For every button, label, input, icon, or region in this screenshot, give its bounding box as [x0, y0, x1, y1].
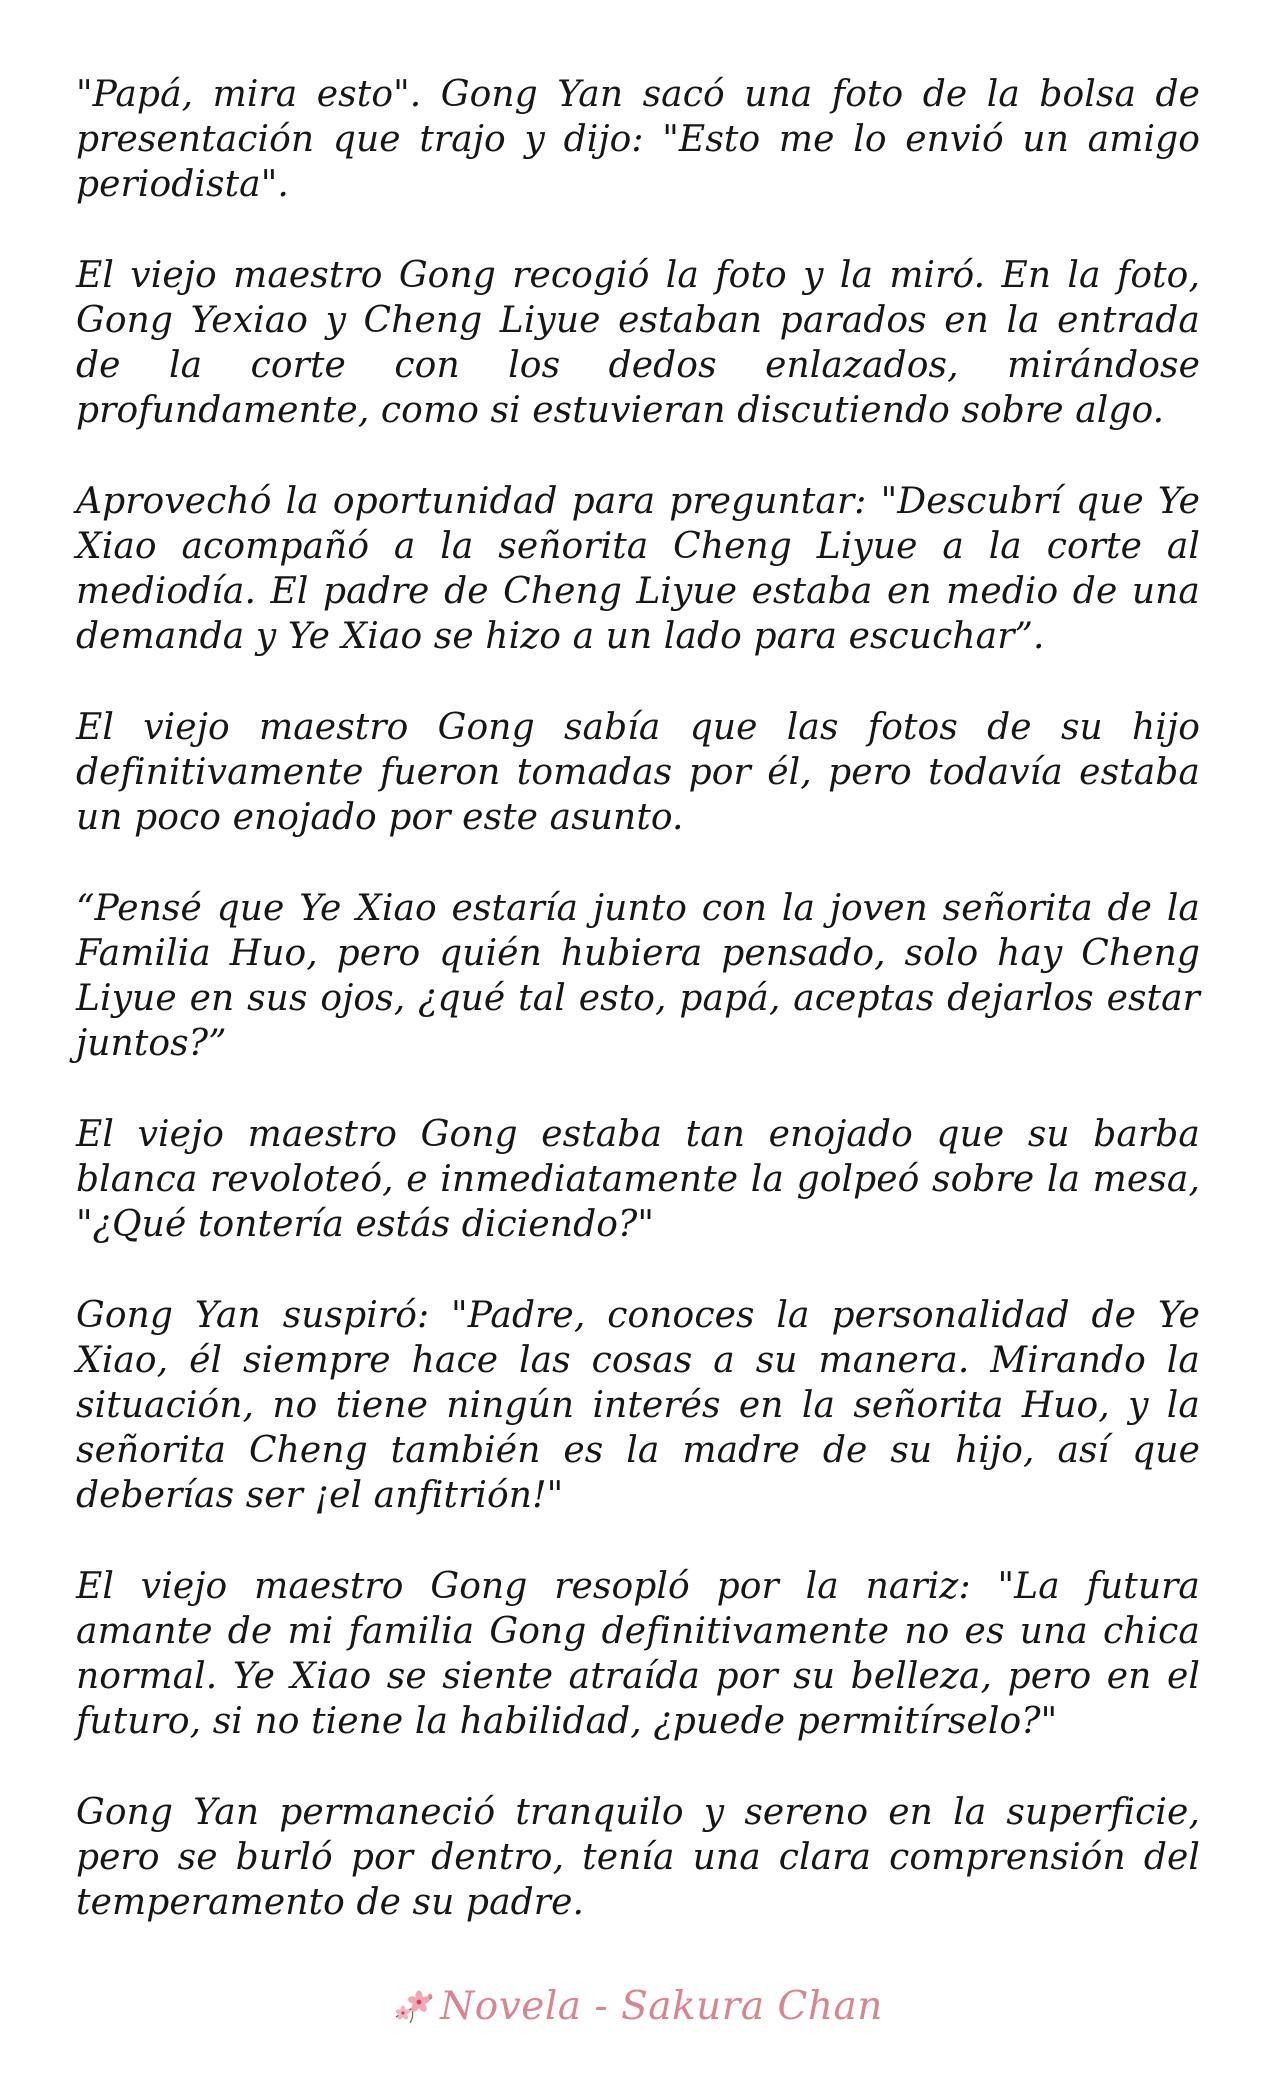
paragraph: “Pensé que Ye Xiao estaría junto con la joven señorita de la Familia Huo, pero quién hubiera pensado, solo hay Cheng Liyue en sus ojos, ¿qué tal esto, papá, aceptas dejarlos estar juntos?”: [76, 888, 1200, 1064]
paragraph: El viejo maestro Gong sabía que las fotos de su hijo definitivamente fueron tomadas por él, pero todavía estaba un poco enojado por este asunto.: [76, 707, 1200, 838]
watermark: [0, 1984, 1275, 2032]
sakura-blossom-icon: [392, 1987, 436, 2027]
paragraph: Aprovechó la oportunidad para preguntar: "Descubrí que Ye Xiao acompañó a la señorita Cheng Liyue a la corte al mediodía. El padre de Cheng Liyue estaba en medio de una demanda y Ye Xiao se hizo a un lado para escuchar”.: [76, 481, 1200, 657]
watermark-text: Novela - Sakura Chan: [440, 1984, 883, 2029]
paragraph: El viejo maestro Gong resopló por la nariz: "La futura amante de mi familia Gong definitivamente no es una chica normal. Ye Xiao se siente atraída por su belleza, pero en el futuro, si no tiene la habilidad, ¿puede permitírselo?": [76, 1566, 1200, 1742]
paragraph: "Papá, mira esto". Gong Yan sacó una foto de la bolsa de presentación que trajo y dijo: "Esto me lo envió un amigo periodista".: [76, 74, 1200, 205]
story-text: [76, 72, 1200, 1925]
paragraph: El viejo maestro Gong recogió la foto y la miró. En la foto, Gong Yexiao y Cheng Liyue estaban parados en la entrada de la corte con los dedos enlazados, mirándose profundamente, como si estuvieran discutiendo sobre algo.: [76, 255, 1200, 431]
paragraph: Gong Yan suspiró: "Padre, conoces la personalidad de Ye Xiao, él siempre hace las cosas a su manera. Mirando la situación, no tiene ningún interés en la señorita Huo, y la señorita Cheng también es la madre de su hijo, así que deberías ser ¡el anfitrión!": [76, 1295, 1200, 1516]
paragraph: El viejo maestro Gong estaba tan enojado que su barba blanca revoloteó, e inmediatamente la golpeó sobre la mesa, "¿Qué tontería estás diciendo?": [76, 1114, 1200, 1245]
paragraph: Gong Yan permaneció tranquilo y sereno en la superficie, pero se burló por dentro, tenía una clara comprensión del temperamento de su padre.: [76, 1792, 1200, 1923]
